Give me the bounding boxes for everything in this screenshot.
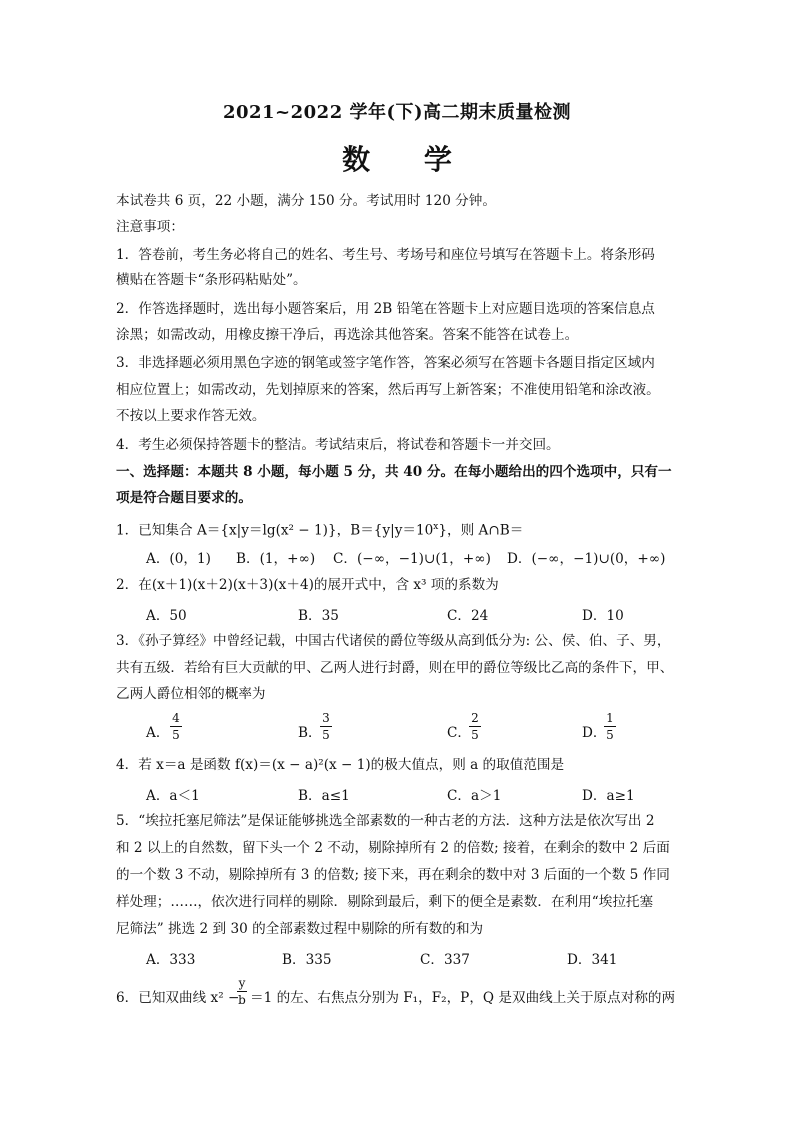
note-2a: 2．作答选择题时，选出每小题答案后，用 2B 铅笔在答题卡上对应题目选项的答案信息点 — [116, 301, 655, 317]
q5-option-a: A．333 — [146, 952, 196, 968]
q3-option-a-fraction — [170, 711, 182, 742]
q1-option-c: C．(−∞，−1)∪(1，+∞) — [333, 551, 491, 567]
q3-option-a-label: A． — [146, 725, 170, 741]
q3-option-b-fraction — [320, 711, 332, 742]
q2-option-d: D．10 — [582, 608, 624, 624]
q4-option-d: D．a≥1 — [582, 788, 635, 804]
q5-option-d: D．341 — [567, 952, 618, 968]
note-3b: 相应位置上；如需改动，先划掉原来的答案，然后再写上新答案；不准使用铅笔和涂改液。 — [116, 382, 660, 398]
section-1-heading-2: 项是符合题目要求的。 — [116, 490, 252, 506]
q6-denominator: b — [238, 993, 246, 1007]
q3-d-denominator: 5 — [606, 728, 614, 742]
q6-numerator: y — [238, 976, 246, 990]
q1-stem-end: }，则 A∩B＝ — [438, 522, 524, 539]
q1-option-b: B．(1，+∞) — [236, 551, 316, 567]
q2-option-c: C．24 — [447, 608, 489, 624]
q3-option-c-fraction — [469, 711, 481, 742]
question-6-stem-pre: 6．已知双曲线 x² − — [116, 990, 240, 1006]
question-3-line-3: 乙两人爵位相邻的概率为 — [116, 686, 266, 702]
q5-option-c: C．337 — [420, 952, 470, 968]
q3-option-c-label: C． — [447, 725, 471, 741]
q3-d-numerator: 1 — [606, 711, 614, 725]
q3-c-denominator: 5 — [471, 728, 479, 742]
q5-option-b: B．335 — [282, 952, 332, 968]
question-3-line-2: 共有五级．若给有巨大贡献的甲、乙两人进行封爵，则在甲的爵位等级比乙高的条件下，甲、 — [116, 660, 674, 676]
q1-option-d: D．(−∞，−1)∪(0，+∞) — [507, 551, 666, 567]
question-5-line-4: 样处理；……，依次进行同样的剔除．剔除到最后，剩下的便全是素数．在利用“埃拉托塞 — [116, 894, 654, 910]
q3-option-d-label: D． — [582, 725, 607, 741]
q3-a-denominator: 5 — [172, 728, 180, 742]
q1-option-a: A．(0，1) — [146, 551, 211, 567]
q1-stem-main: 1．已知集合 A＝{x|y＝lg(x² − 1)}，B＝{y|y＝10 — [116, 522, 434, 539]
question-2-stem: 2．在(x＋1)(x＋2)(x＋3)(x＋4)的展开式中，含 x³ 项的系数为 — [116, 577, 499, 593]
notes-title: 注意事项： — [116, 219, 184, 235]
q4-option-a: A．a＜1 — [146, 788, 200, 804]
question-3-line-1: 3．《孙子算经》中曾经记载，中国古代诸侯的爵位等级从高到低分为: 公、侯、伯、子、男， — [116, 633, 671, 649]
q3-b-denominator: 5 — [322, 728, 330, 742]
note-1b: 横贴在答题卡“条形码粘贴处”。 — [116, 272, 307, 288]
q2-option-a: A．50 — [146, 608, 187, 624]
q2-option-b: B．35 — [298, 608, 339, 624]
q3-a-numerator: 4 — [172, 711, 180, 725]
exam-title: 2021~2022 学年(下)高二期末质量检测 — [222, 102, 572, 123]
note-4: 4．考生必须保持答题卡的整洁。考试结束后，将试卷和答题卡一并交回。 — [116, 437, 560, 453]
q4-option-b: B．a≤1 — [298, 788, 350, 804]
q6-fraction — [237, 976, 247, 1007]
note-3c: 不按以上要求作答无效。 — [116, 408, 266, 424]
q1-stem-sup: x — [433, 522, 439, 532]
note-2b: 涂黑；如需改动，用橡皮擦干净后，再选涂其他答案。答案不能答在试卷上。 — [116, 327, 579, 343]
question-5-line-2: 和 2 以上的自然数，留下头一个 2 不动，剔除掉所有 2 的倍数; 接着，在剩余的数中 2 后面 — [116, 840, 670, 856]
subject-title: 数 学 — [342, 143, 474, 176]
q3-option-b-label: B． — [298, 725, 322, 741]
exam-info: 本试卷共 6 页，22 小题，满分 150 分。考试用时 120 分钟。 — [116, 193, 496, 209]
q3-c-numerator: 2 — [471, 711, 479, 725]
q3-option-d-fraction — [604, 711, 616, 742]
note-1a: 1．答卷前，考生务必将自己的姓名、考生号、考场号和座位号填写在答题卡上。将条形码 — [116, 247, 655, 263]
section-1-heading: 一、选择题：本题共 8 小题，每小题 5 分，共 40 分。在每小题给出的四个选项中，只有一 — [116, 464, 672, 480]
question-5-line-1: 5．“埃拉托塞尼筛法”是保证能够挑选全部素数的一种古老的方法．这种方法是依次写出 2 — [116, 813, 655, 829]
q4-option-c: C．a＞1 — [447, 788, 502, 804]
question-5-line-5: 尼筛法” 挑选 2 到 30 的全部素数过程中剔除的所有数的和为 — [116, 921, 484, 937]
question-5-line-3: 的一个数 3 不动，剔除掉所有 3 的倍数; 接下来，再在剩余的数中对 3 后面的一个数 5 作同 — [116, 867, 670, 883]
question-6-stem-post: ＝1 的左、右焦点分别为 F₁，F₂，P，Q 是双曲线上关于原点对称的两 — [250, 990, 676, 1006]
q3-b-numerator: 3 — [322, 711, 330, 725]
question-1-stem — [116, 518, 686, 540]
question-4-stem: 4．若 x＝a 是函数 f(x)＝(x − a)²(x − 1)的极大值点，则 a 的取值范围是 — [116, 757, 565, 773]
note-3a: 3．非选择题必须用黑色字迹的钢笔或签字笔作答，答案必须写在答题卡各题目指定区域内 — [116, 355, 655, 371]
